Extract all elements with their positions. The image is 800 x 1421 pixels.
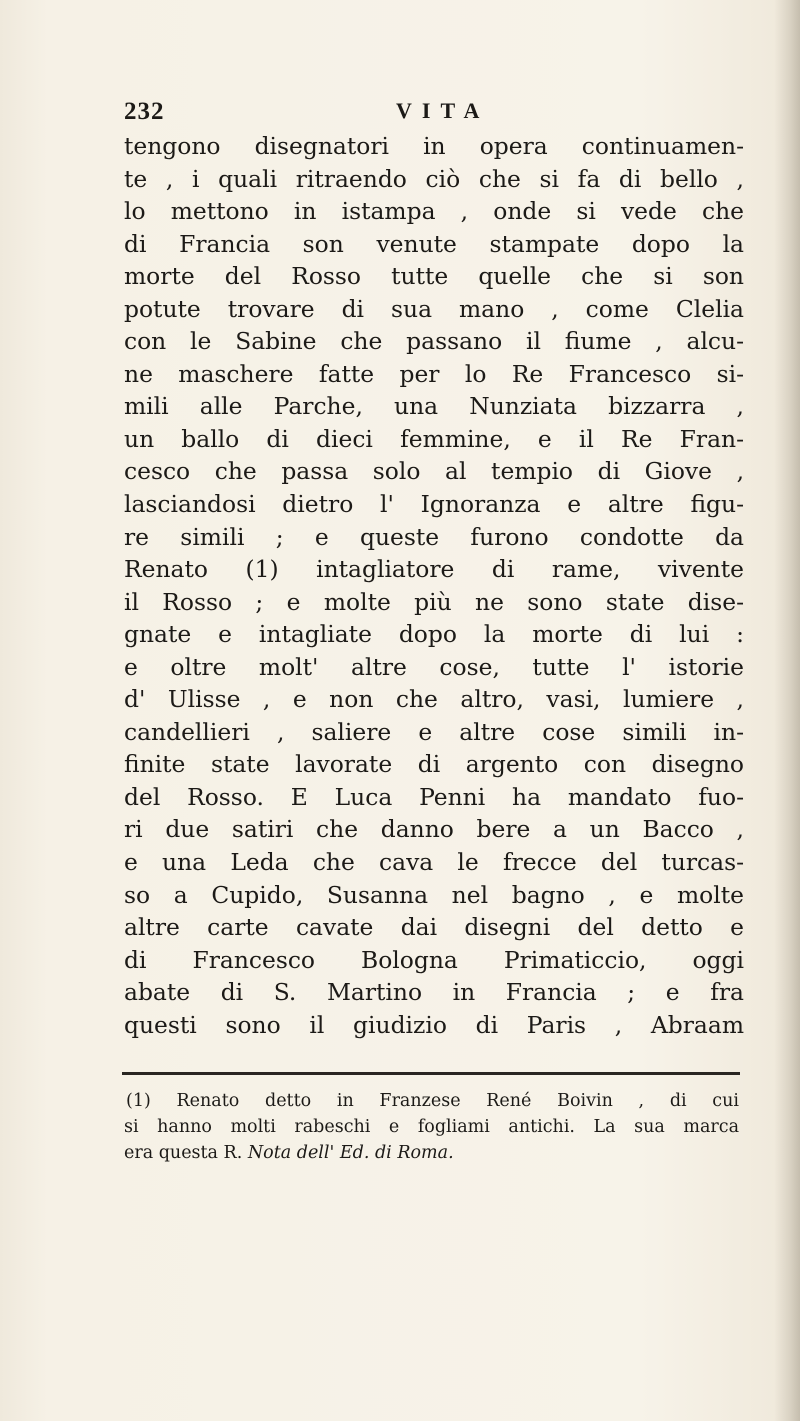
running-title: VITA bbox=[396, 98, 490, 123]
text-line: potute trovare di sua mano , come Clelia bbox=[124, 294, 744, 323]
text-line: di Francia son venute stampate dopo la bbox=[124, 229, 744, 258]
text-line: ne maschere fatte per lo Re Francesco si- bbox=[124, 359, 744, 388]
text-line: mili alle Parche, una Nunziata bizzarra , bbox=[124, 392, 744, 421]
page-spine-shadow bbox=[774, 0, 800, 1421]
footnote-line bbox=[124, 1088, 739, 1114]
text-line: con le Sabine che passano il fiume , alcu- bbox=[124, 327, 744, 356]
text-line: d' Ulisse , e non che altro, vasi, lumiere , bbox=[124, 685, 744, 714]
text-line: il Rosso ; e molte più ne sono state dise- bbox=[124, 587, 744, 616]
text-line: lasciandosi dietro l' Ignoranza e altre figu- bbox=[124, 490, 744, 519]
text-line: lo mettono in istampa , onde si vede che bbox=[124, 197, 744, 226]
text-line: morte del Rosso tutte quelle che si son bbox=[124, 262, 744, 291]
text-line: tengono disegnatori in opera continuamen- bbox=[124, 132, 744, 160]
text-line: re simili ; e queste furono condotte da bbox=[124, 522, 744, 551]
footnote bbox=[124, 1088, 739, 1166]
text-line: Renato (1) intagliatore di rame, vivente bbox=[124, 555, 744, 584]
text-line: altre carte cavate dai disegni del detto e bbox=[124, 913, 744, 942]
text-line: cesco che passa solo al tempio di Giove , bbox=[124, 457, 744, 486]
footnote-text: Renato detto in Franzese René Boivin , di cui bbox=[176, 1091, 739, 1111]
footnote-line bbox=[124, 1140, 739, 1166]
text-line: un ballo di dieci femmine, e il Re Fran- bbox=[124, 424, 744, 453]
text-line: finite state lavorate di argento con disegno bbox=[124, 750, 744, 779]
page-header bbox=[124, 98, 724, 132]
text-line: te , i quali ritraendo ciò che si fa di bello , bbox=[124, 164, 744, 193]
text-line: e una Leda che cava le frecce del turcas- bbox=[124, 848, 744, 877]
text-line fn-last: questi sono il giudizio di Paris , Abraam bbox=[124, 1010, 744, 1039]
text-line: abate di S. Martino in Francia ; e fra bbox=[124, 978, 744, 1007]
text-line: di Francesco Bologna Primaticcio, oggi bbox=[124, 945, 744, 974]
text-line: gnate e intagliate dopo la morte di lui : bbox=[124, 620, 744, 649]
text-line: candellieri , saliere e altre cose simili in- bbox=[124, 717, 744, 746]
text-line: so a Cupido, Susanna nel bagno , e molte bbox=[124, 880, 744, 909]
text-line: e oltre molt' altre cose, tutte l' istorie bbox=[124, 652, 744, 681]
text-line: ri due satiri che danno bere a un Bacco , bbox=[124, 815, 744, 844]
footnote-line: si hanno molti rabeschi e fogliami antichi. La sua marca bbox=[124, 1117, 739, 1137]
footnote-rule bbox=[122, 1072, 740, 1075]
page-number: 232 bbox=[124, 98, 165, 125]
footnote-marker: (1) bbox=[126, 1091, 151, 1111]
text-line: del Rosso. E Luca Penni ha mandato fuo- bbox=[124, 782, 744, 811]
footnote-attribution: Nota dell' Ed. di Roma. bbox=[247, 1143, 454, 1163]
footnote-text: era questa R. bbox=[124, 1143, 248, 1163]
body-text bbox=[124, 130, 744, 1041]
